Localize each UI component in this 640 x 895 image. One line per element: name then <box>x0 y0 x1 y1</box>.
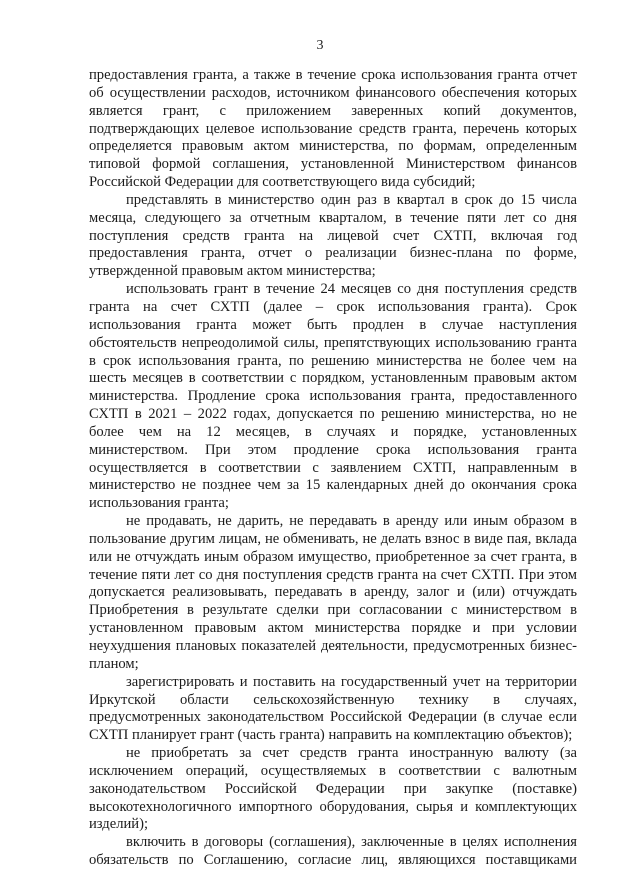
text-line: предусмотренных законодательством Российской Федерации (в случае если <box>89 709 577 726</box>
text-line: утвержденной правовым актом министерства; <box>89 263 376 280</box>
text-line: неухудшения плановых показателей деятельности, предусмотренных бизнес- <box>89 638 577 654</box>
text-line: типовой формой соглашения, установленной Министерством финансов <box>89 156 577 173</box>
text-line: включить в договоры (соглашения), заключенные в целях исполнения <box>126 834 577 851</box>
text-line: осуществляется в соответствии с заявлением СХТП, направленным в <box>89 459 577 476</box>
text-line: высокотехнологичного импортного оборудования, сырья и комплектующих <box>89 798 577 815</box>
text-line: является грант, с приложением заверенных копий документов, <box>89 102 577 119</box>
text-line: течение пяти лет со дня поступления средств гранта на счет СХТП. При этом <box>89 566 577 583</box>
text-line: министерством. При этом продление срока использования гранта <box>89 441 577 458</box>
text-line: исключением операций, осуществляемых в соответствии с валютным <box>89 762 577 779</box>
text-line: обстоятельств непреодолимой силы, препятствующих использованию гранта <box>89 334 577 351</box>
text-line: более чем на 12 месяцев, в случаях и порядке, установленных <box>89 423 577 440</box>
document-body <box>89 67 577 870</box>
paragraph <box>89 192 577 281</box>
text-line: подтверждающих целевое использование средств гранта, перечень которых <box>89 120 577 137</box>
text-line: СХТП планирует грант (часть гранта) направить на комплектацию объектов); <box>89 727 573 744</box>
text-line: в срок использования гранта, по решению министерства не более чем на <box>89 352 577 369</box>
text-line: гранта на счет СХТП (далее – срок использования гранта). Срок <box>89 298 577 315</box>
text-line: министерство не позднее чем за 15 календарных дней до окончания срока <box>89 477 577 494</box>
text-line: планом; <box>89 655 139 672</box>
text-line: использования гранта может быть продлен в случае наступления <box>89 316 577 333</box>
text-line: месяца, следующего за отчетным кварталом, в течение пяти лет со дня <box>89 209 577 226</box>
text-line: СХТП в 2021 – 2022 годах, допускается по решению министерства, но не <box>89 406 577 423</box>
paragraph <box>89 674 577 745</box>
paragraph <box>89 67 577 192</box>
text-line: изделий); <box>89 816 149 833</box>
text-line: обязательств по Соглашению, согласие лиц, являющихся поставщиками <box>89 852 577 869</box>
text-line: представлять в министерство один раз в квартал в срок до 15 числа <box>126 191 577 208</box>
text-line: поступления средств гранта на лицевой счет СХТП, включая год <box>89 227 577 244</box>
page-number: 3 <box>316 38 324 53</box>
text-line: законодательством Российской Федерации при закупке (поставке) <box>89 780 577 797</box>
text-line: установленном правовым актом министерства порядке и при условии <box>89 620 577 637</box>
text-line: министерства. Продление срока использования гранта, предоставленного <box>89 388 577 405</box>
text-line: зарегистрировать и поставить на государственный учет на территории <box>126 673 577 690</box>
text-line: пользование другим лицам, не обменивать, не делать взнос в виде пая, вклада <box>89 530 577 547</box>
paragraph <box>89 281 577 513</box>
text-line: предоставления гранта, отчет о реализации бизнес-плана по форме, <box>89 245 577 262</box>
paragraph <box>89 745 577 834</box>
text-line: шесть месяцев в соответствии с порядком, установленным правовым актом <box>89 370 577 387</box>
text-line: предоставления гранта, а также в течение срока использования гранта отчет <box>89 67 577 83</box>
text-line: не приобретать за счет средств гранта иностранную валюту (за <box>126 745 577 762</box>
text-line: или не отчуждать иным образом имущество, приобретенное за счет гранта, в <box>89 548 577 565</box>
paragraph <box>89 834 577 870</box>
text-line: допускается реализовывать, передавать в аренду, залог и (или) отчуждать <box>89 584 577 601</box>
text-line: не продавать, не дарить, не передавать в аренду или иным образом в <box>126 513 577 530</box>
paragraph <box>89 513 577 674</box>
text-line: об осуществлении расходов, источником финансового обеспечения которых <box>89 84 577 101</box>
text-line: использования гранта; <box>89 495 229 512</box>
text-line: использовать грант в течение 24 месяцев со дня поступления средств <box>126 281 577 298</box>
text-line: Приобретения в результате сделки при согласовании с министерством в <box>89 602 577 619</box>
text-line: определяется правовым актом министерства, по формам, определенным <box>89 138 577 155</box>
text-line: Иркутской области сельскохозяйственную технику в случаях, <box>89 691 577 708</box>
text-line: Российской Федерации для соответствующего вида субсидий; <box>89 174 476 191</box>
